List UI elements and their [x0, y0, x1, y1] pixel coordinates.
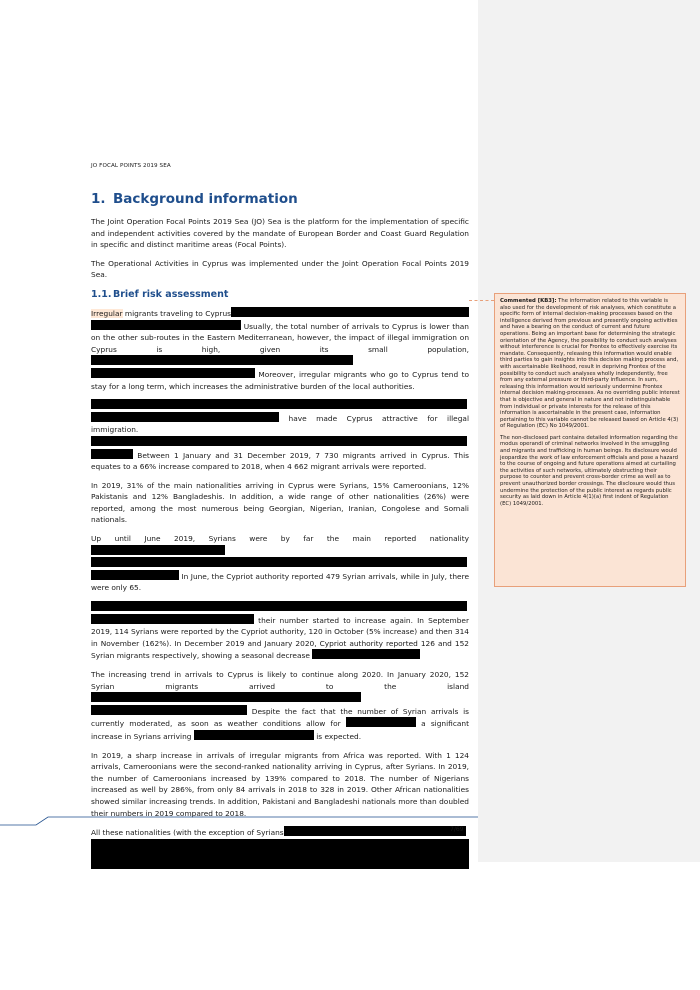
paragraph-arrivals-2019: have made Cyprus attractive for illegal immigration. Between 1 January and 31 December 2019, 7 730 migrants arrived in Cyprus. This equates to a 66% increase compared to 2018, when 4 662 migrant arrivals were reported. — [91, 399, 469, 473]
section-number: 1. — [91, 191, 106, 207]
commented-text-anchor[interactable]: Irregular — [91, 308, 123, 318]
paragraph-operational-activities: The Operational Activities in Cyprus was implemented under the Joint Operation Focal Points 2019 Sea. — [91, 258, 469, 280]
paragraph-jo-intro: The Joint Operation Focal Points 2019 Sea (JO) Sea is the platform for the implementation of specific and independent activities covered by the mandate of European Border and Coast Guard Regulation in specific and distinct maritime areas (Focal Points). — [91, 217, 469, 250]
redaction-block — [91, 839, 469, 869]
paragraph-increasing-trend: The increasing trend in arrivals to Cyprus is likely to continue along 2020. In January 2020, 152 Syrian migrants arrived to the island Despite the fact that the number of Syrian arrivals is currently moderated, as soon as weather conditions allow for a significant increase in Syrians arriving is expected. — [91, 670, 469, 741]
redaction-block — [312, 649, 420, 659]
section-title: Background information — [113, 191, 298, 207]
redaction-block — [91, 545, 225, 555]
subsection-title: Brief risk assessment — [113, 288, 229, 300]
paragraph-all-nationalities: All these nationalities (with the exception of Syrians — [91, 826, 469, 869]
redaction-block — [91, 412, 279, 422]
section-heading-1 — [91, 190, 469, 208]
redaction-block — [194, 730, 314, 740]
comment-text-continued: The non-disclosed part contains detailed information regarding the modus operandi of criminal networks involved in the smuggling and migrants and trafficking in human beings. Its disclosure would jeopardize the work of law enforcement officials and pose a hazard to the course of ongoing and future operations aimed at curtailing the activities of such networks, ultimately obstructing their purpose to counter and prevent cross-border crime as well as to prevent unauthorized border crossings. The disclosure would thus undermine the protection of the public interest as regards public security as laid down in Article 4(1)(a) first indent of Regulation (EC) 1049/2001. — [500, 434, 678, 507]
paragraph-irregular-migrants[interactable]: Irregular migrants traveling to Cyprus Usually, the total number of arrivals to Cyprus is lower than on the other sub-routes in the Eastern Mediterranean, however, the impact of illegal immigration on Cyprus is high, given its small population, Moreover, irregular migrants who go to Cyprus tend to stay for a long term, which increases the administrative burden of the local authorities. — [91, 308, 469, 391]
comment-author: Commented [KB3]: — [500, 298, 557, 304]
paragraph-syrians-increase: their number started to increase again. In September 2019, 114 Syrians were reported by the Cypriot authority, 120 in October (5% increase) and then 314 in November (162%). In December 2019 and January 2020, Cypriot authority reported 126 and 152 Syrian migrants respectively, showing a seasonal decrease — [91, 601, 469, 662]
page-number: 7/69 — [450, 826, 464, 833]
redaction-block — [91, 557, 467, 567]
section-heading-1-1 — [91, 288, 469, 302]
running-header: JO FOCAL POINTS 2019 SEA — [91, 163, 171, 169]
redaction-block — [91, 601, 467, 611]
comment-balloon[interactable] — [494, 293, 686, 587]
paragraph-syrians-june: Up until June 2019, Syrians were by far the main reported nationality In June, the Cypriot authority reported 479 Syrian arrivals, while in July, there were only 65. — [91, 534, 469, 593]
paragraph-nationalities-2019: In 2019, 31% of the main nationalities arriving in Cyprus were Syrians, 15% Cameroonians, 12% Pakistanis and 12% Bangladeshis. In addition, a wide range of other nationalities (26%) were reported, among the most numerous being Georgian, Nigerian, Iranian, Congolese and Somali nationals. — [91, 480, 469, 525]
paragraph-african-arrivals: In 2019, a sharp increase in arrivals of irregular migrants from Africa was reported. With 1 124 arrivals, Cameroonians were the second-ranked nationality arriving in Cyprus, after Syrians. In 2019, the number of Cameroonians increased by 139% compared to 2018. The number of Nigerians increased as well by 286%, from only 84 arrivals in 2018 to 328 in 2019. Other African nationalities showed similar increasing trends. In addition, Pakistani and Bangladeshi nationals more than doubled their numbers in 2019 compared to 2018. — [91, 750, 469, 818]
document-body — [91, 190, 469, 876]
redaction-block — [91, 570, 179, 580]
redaction-block — [91, 449, 133, 459]
redaction-block — [91, 368, 255, 378]
redaction-block — [91, 320, 241, 330]
footer-decoration-line — [0, 808, 478, 838]
redaction-block — [91, 436, 467, 446]
comment-text: The information related to this variable is also used for the development of risk analyses, which constitute a specific form of internal decision-making processes based on the intelligence derived from previous and presently ongoing activities and have a bearing on the conduct of current and future operations. Being an important base for determining the strategic orientation of the Agency, the possibility to conduct such analyses without interference is crucial for Frontex to effectively exercise its mandate. Consequently, releasing this information would enable third parties to gain insights into this decision making process and, with ascertainable likelihood, result in depriving Frontex of the possibility to conduct such analyses wholly independently, free from any external pressure or third-party influence. In sum, releasing this information would seriously undermine Frontex internal decision making-processes. As no overriding public interest that is objective and general in nature and not indistinguishable from individual or private interests for the release of this information is ascertainable in the present case, information pertaining to this variable cannot be released based on Article 4(3) of Regulation (EC) No 1049/2001. — [500, 298, 680, 430]
redaction-block — [91, 692, 361, 702]
subsection-number: 1.1. — [91, 288, 112, 300]
redaction-block — [91, 355, 353, 365]
redaction-block — [91, 705, 247, 715]
redaction-block — [346, 717, 416, 727]
redaction-block — [231, 307, 469, 317]
comment-connector — [469, 300, 494, 301]
redaction-block — [91, 399, 467, 409]
redaction-block — [91, 614, 254, 624]
